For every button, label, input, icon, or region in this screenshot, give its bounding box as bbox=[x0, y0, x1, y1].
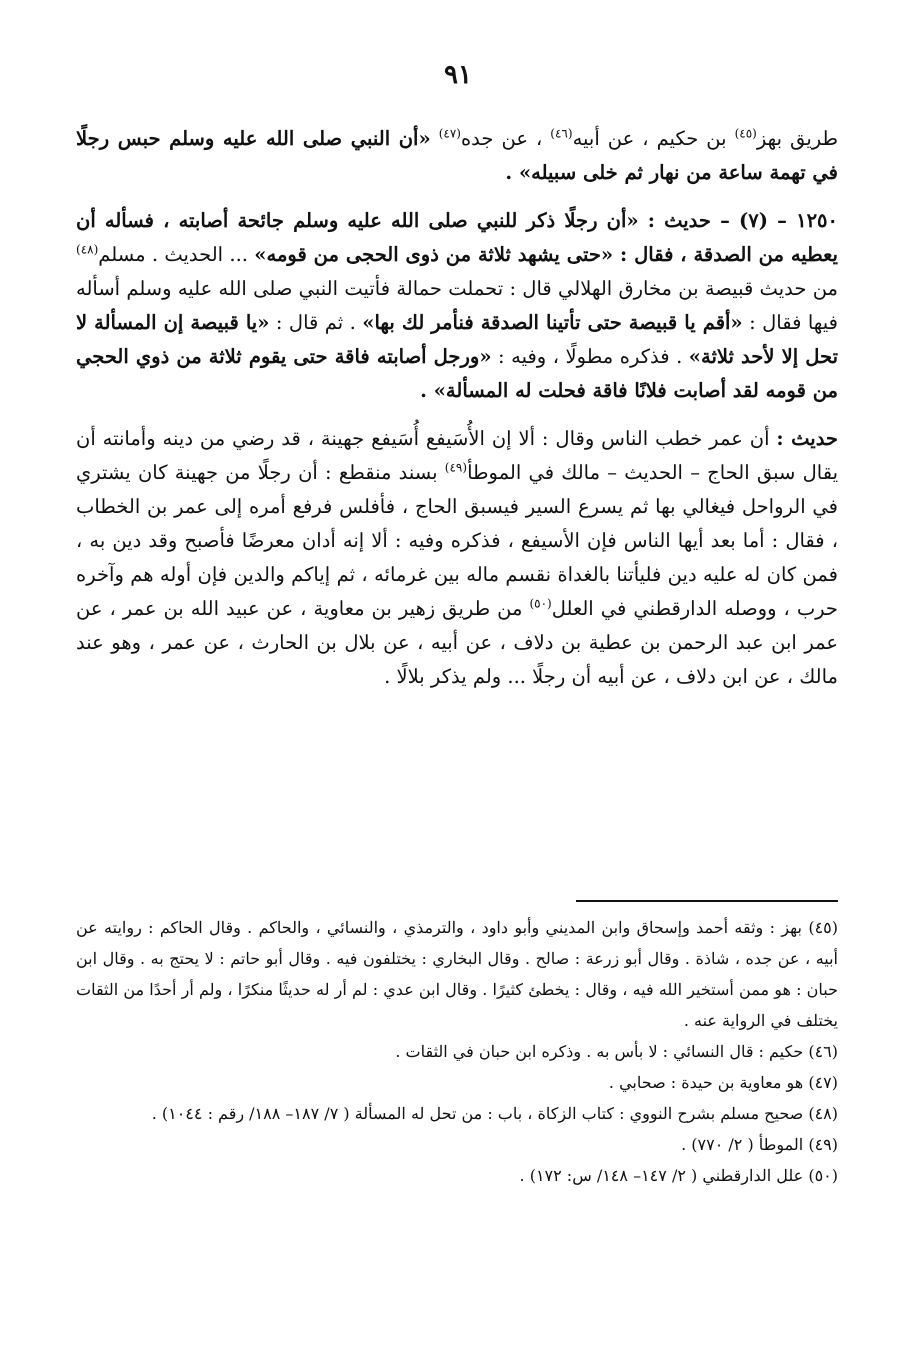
paragraph-1 bbox=[76, 122, 838, 190]
text-run: . فذكره مطولًا ، وفيه : bbox=[491, 345, 689, 368]
footnote-ref-48[interactable]: (٤٨) bbox=[76, 242, 99, 257]
text-run: من طريق زهير بن معاوية ، عن عبيد الله بن عمر ، عن عمر ابن عبد الرحمن بن عطية بن دلاف ، عن أبيه ، عن بلال بن الحارث ، عن عمر ، وهو عند مالك ، عن ابن دلاف ، عن أبيه أن رجلًا ... ولم يذكر بلالًا . bbox=[76, 597, 838, 688]
paragraph-hadith-umar-text bbox=[76, 422, 838, 694]
text-run: أن عمر خطب الناس وقال : ألا إن الأُسَيفع أُسَيفع جهينة ، قد رضي من دينه وأمانته أن يقال سبق الحاج – الحديث – مالك في الموطأ bbox=[76, 427, 838, 484]
hadith-heading-quote: ١٢٥٠ – (٧) – حديث : «أن رجلًا ذكر للنبي صلى الله عليه وسلم جائحة أصابته ، فسأله أن يعطيه من الصدقة ، فقال : «حتى يشهد ثلاثة من ذوى الحجى من قومه» bbox=[76, 209, 838, 266]
main-text bbox=[76, 122, 838, 708]
text-run: بسند منقطع : أن رجلًا من جهينة كان يشتري في الرواحل فيغالي بها ثم يسرع السير فيسبق الحاج ، فأفلس فرفع أمره إلى عمر بن الخطاب ، فقال : أما بعد أيها الناس فإن الأسيفع ، فذكره وفيه : ألا إنه أدان معرضًا فأصبح وقد دين به ، فمن كان له عليه دين فليأتنا بالغداة نقسم ماله بين غرمائه ، ثم إياكم والدين فإن أوله هم وآخره حرب ، ووصله الدارقطني في العلل bbox=[76, 461, 838, 620]
paragraph-1250 bbox=[76, 204, 838, 408]
text-run: . ثم قال : bbox=[269, 311, 363, 334]
paragraph-1-text bbox=[76, 122, 838, 190]
footnote-divider bbox=[576, 900, 838, 902]
footnote-48: (٤٨) صحيح مسلم بشرح النووي : كتاب الزكاة ، باب : من تحل له المسألة ( ٧/ ١٨٧– ١٨٨/ رقم : ١٠٤٤) . bbox=[151, 1104, 838, 1123]
hadith-quote: «يا قبيصة إن المسألة لا تحل إلا لأحد ثلاثة» bbox=[76, 311, 839, 368]
text-run bbox=[431, 127, 439, 150]
paragraph-1250-text bbox=[76, 204, 838, 408]
hadith-quote: «أن النبي صلى الله عليه وسلم حبس رجلًا في تهمة ساعة من نهار ثم خلى سبيله» . bbox=[76, 127, 838, 184]
footnote-ref-45[interactable]: (٤٥) bbox=[734, 126, 757, 141]
hadith-label: حديث : bbox=[776, 427, 838, 450]
text-run: ... الحديث . مسلم bbox=[98, 243, 255, 266]
footnote-47: (٤٧) هو معاوية بن حيدة : صحابي . bbox=[608, 1073, 838, 1092]
footnote-45: (٤٥) بهز : وثقه أحمد وإسحاق وابن المديني وأبو داود ، والترمذي ، والنسائي ، والحاكم . وقال الحاكم : روايته عن أبيه ، عن جده ، شاذة . وقال أبو زرعة : صالح . وقال البخاري : يختلفون فيه . وقال أبو حاتم : لا يحتج به . وقال ابن حبان : هو ممن أستخير الله فيه ، وقال : يخطئ كثيرًا . وقال ابن عدي : لم أر له حديثًا منكرًا ، ولم أر أحدًا من الثقات يختلف في الرواية عنه . bbox=[76, 918, 838, 1030]
text-run: ، عن جده bbox=[460, 127, 551, 150]
footnote-ref-47[interactable]: (٤٧) bbox=[438, 126, 461, 141]
footnote-50: (٥٠) علل الدارقطني ( ٢/ ١٤٧– ١٤٨/ س: ١٧٢) . bbox=[519, 1166, 838, 1185]
paragraph-hadith-umar bbox=[76, 422, 838, 694]
page-number: ٩١ bbox=[444, 60, 472, 90]
footnote-ref-50[interactable]: (٥٠) bbox=[529, 596, 552, 611]
text-run: بن حكيم ، عن أبيه bbox=[572, 127, 735, 150]
footnote-46: (٤٦) حكيم : قال النسائي : لا بأس به . وذكره ابن حبان في الثقات . bbox=[395, 1042, 838, 1061]
text-run: من حديث قبيصة بن مخارق الهلالي قال : تحملت حمالة فأتيت النبي صلى الله عليه وسلم أسأله فيها فقال : bbox=[76, 277, 838, 334]
hadith-quote: «ورجل أصابته فاقة حتى يقوم ثلاثة من ذوي الحجي من قومه لقد أصابت فلانًا فاقة فحلت له المسألة» . bbox=[76, 345, 838, 402]
footnote-ref-46[interactable]: (٤٦) bbox=[550, 126, 573, 141]
footnotes bbox=[76, 912, 838, 1191]
footnote-ref-49[interactable]: (٤٩) bbox=[444, 460, 468, 475]
text-run: طريق بهز bbox=[756, 127, 839, 150]
hadith-quote: «أقم يا قبيصة حتى تأتينا الصدقة فنأمر لك بها» bbox=[362, 311, 743, 334]
footnote-49: (٤٩) الموطأ ( ٢/ ٧٧٠) . bbox=[681, 1135, 838, 1154]
